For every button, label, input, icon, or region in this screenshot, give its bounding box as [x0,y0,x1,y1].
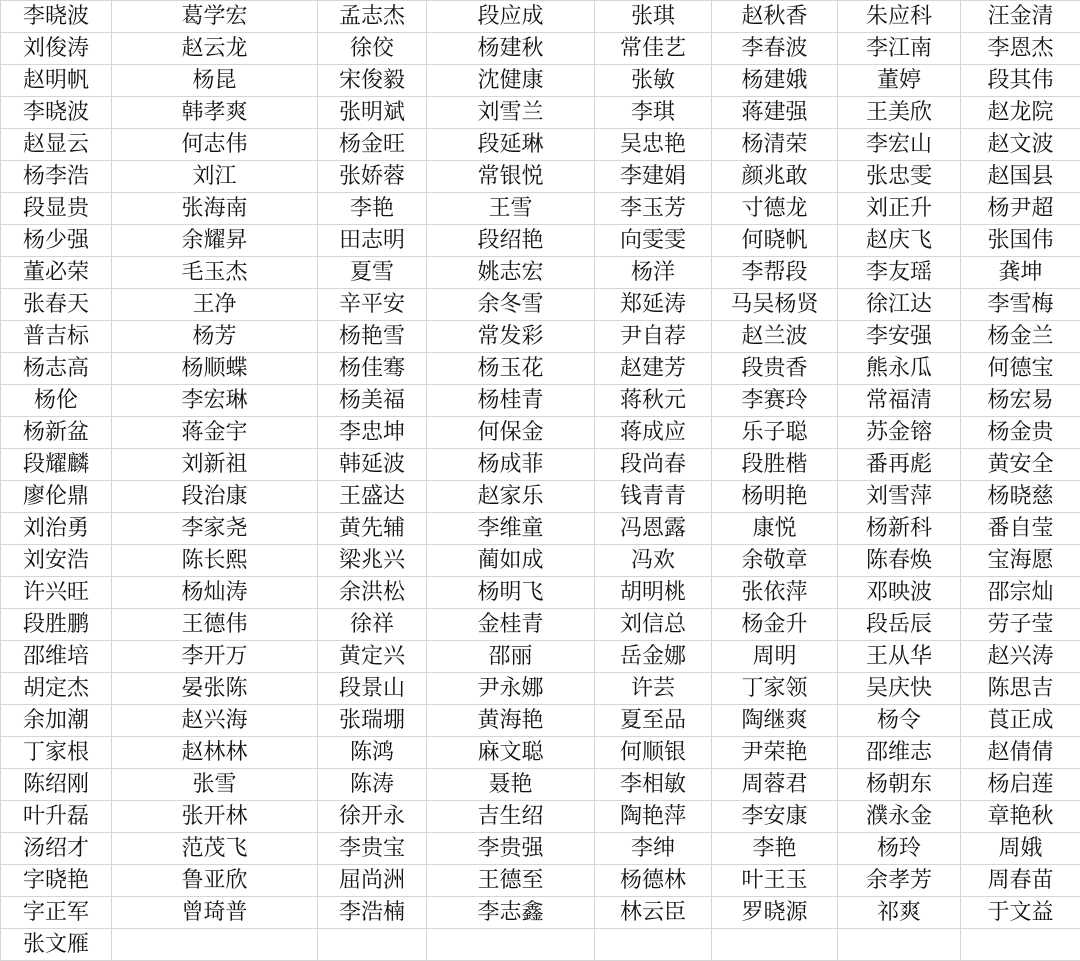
table-row [1,161,1080,193]
name-cell: 胡明桃 [595,577,712,609]
name-cell: 李贵宝 [318,833,427,865]
name-cell: 李宏琳 [112,385,318,417]
name-cell: 刘正升 [838,193,961,225]
name-cell: 鲁亚欣 [112,865,318,897]
name-cell: 朱应科 [838,1,961,33]
name-cell: 韩孝爽 [112,97,318,129]
name-cell: 叶王玉 [712,865,838,897]
name-cell: 张海南 [112,193,318,225]
name-cell: 汪金清 [961,1,1080,33]
name-cell: 杨宏易 [961,385,1080,417]
name-cell: 赵文波 [961,129,1080,161]
name-cell: 向雯雯 [595,225,712,257]
name-cell: 周春苗 [961,865,1080,897]
table-row [1,417,1080,449]
table-row [1,737,1080,769]
name-cell: 邵维培 [1,641,112,673]
name-cell: 张琪 [595,1,712,33]
name-cell: 尹自荐 [595,321,712,353]
name-cell: 黄先辅 [318,513,427,545]
table-row [1,513,1080,545]
name-cell: 杨美福 [318,385,427,417]
table-row [1,33,1080,65]
table-row [1,65,1080,97]
name-cell: 徐祥 [318,609,427,641]
table-row [1,769,1080,801]
name-cell: 李维童 [427,513,595,545]
name-cell: 杨金旺 [318,129,427,161]
name-cell: 王净 [112,289,318,321]
name-cell: 王德至 [427,865,595,897]
name-cell: 李赛玲 [712,385,838,417]
name-cell: 熊永瓜 [838,353,961,385]
name-cell: 余敬章 [712,545,838,577]
name-cell: 余洪松 [318,577,427,609]
name-cell: 杨志高 [1,353,112,385]
name-cell: 苏金镕 [838,417,961,449]
name-cell: 李安强 [838,321,961,353]
name-cell [427,929,595,961]
name-cell: 杨伦 [1,385,112,417]
name-cell: 夏至品 [595,705,712,737]
name-cell: 许兴旺 [1,577,112,609]
name-cell: 李玉芳 [595,193,712,225]
name-cell: 普吉标 [1,321,112,353]
name-cell: 段胜鹏 [1,609,112,641]
name-cell: 杨李浩 [1,161,112,193]
table-row [1,673,1080,705]
name-cell: 张忠雯 [838,161,961,193]
name-cell: 陈绍刚 [1,769,112,801]
name-cell: 王从华 [838,641,961,673]
name-cell: 于文益 [961,897,1080,929]
table-row [1,129,1080,161]
name-cell: 杨昆 [112,65,318,97]
name-cell: 陶继爽 [712,705,838,737]
name-cell: 杨新盆 [1,417,112,449]
name-cell: 夏雪 [318,257,427,289]
name-cell: 金桂青 [427,609,595,641]
table-row [1,481,1080,513]
name-cell: 杨金贵 [961,417,1080,449]
name-cell: 宋俊毅 [318,65,427,97]
name-cell: 李绅 [595,833,712,865]
name-cell: 杨金兰 [961,321,1080,353]
name-cell: 刘安浩 [1,545,112,577]
name-cell: 张瑞堋 [318,705,427,737]
name-cell: 蔺如成 [427,545,595,577]
name-cell: 张春天 [1,289,112,321]
name-cell: 吴庆快 [838,673,961,705]
name-cell: 周娥 [961,833,1080,865]
name-cell [961,929,1080,961]
name-cell: 麻文聪 [427,737,595,769]
name-cell: 赵家乐 [427,481,595,513]
name-cell: 李江南 [838,33,961,65]
name-cell: 聂艳 [427,769,595,801]
name-cell: 岳金娜 [595,641,712,673]
name-cell: 祁爽 [838,897,961,929]
name-cell: 番再彪 [838,449,961,481]
name-cell: 赵倩倩 [961,737,1080,769]
name-cell: 徐开永 [318,801,427,833]
name-cell: 蒋成应 [595,417,712,449]
name-cell: 杨清荣 [712,129,838,161]
name-cell: 李艳 [318,193,427,225]
table-row [1,865,1080,897]
name-cell: 王德伟 [112,609,318,641]
table-row [1,1,1080,33]
name-cell: 叶升磊 [1,801,112,833]
name-cell: 黄海艳 [427,705,595,737]
name-cell: 龚坤 [961,257,1080,289]
name-cell: 李宏山 [838,129,961,161]
name-cell: 李家尧 [112,513,318,545]
name-cell: 李开万 [112,641,318,673]
name-cell: 沈健康 [427,65,595,97]
name-cell [595,929,712,961]
name-cell: 何保金 [427,417,595,449]
name-cell: 章艳秋 [961,801,1080,833]
name-cell: 周明 [712,641,838,673]
table-row [1,449,1080,481]
name-cell: 段其伟 [961,65,1080,97]
name-cell: 段治康 [112,481,318,513]
name-cell: 寸德龙 [712,193,838,225]
name-cell: 黄安全 [961,449,1080,481]
name-cell: 钱青青 [595,481,712,513]
name-cell: 段延琳 [427,129,595,161]
name-cell: 刘新祖 [112,449,318,481]
name-cell: 濮永金 [838,801,961,833]
name-cell: 孟志杰 [318,1,427,33]
name-cell: 赵林林 [112,737,318,769]
name-cell: 字晓艳 [1,865,112,897]
name-cell: 杨明飞 [427,577,595,609]
name-cell: 王美欣 [838,97,961,129]
name-cell: 赵秋香 [712,1,838,33]
name-cell: 范茂飞 [112,833,318,865]
table-row [1,801,1080,833]
name-cell: 常银悦 [427,161,595,193]
name-cell: 段贵香 [712,353,838,385]
name-cell: 段耀麟 [1,449,112,481]
name-cell: 徐佼 [318,33,427,65]
table-row [1,641,1080,673]
table-row [1,225,1080,257]
name-cell: 蒋金宇 [112,417,318,449]
name-cell: 姚志宏 [427,257,595,289]
name-cell: 何德宝 [961,353,1080,385]
table-row [1,193,1080,225]
name-cell: 段绍艳 [427,225,595,257]
name-cell: 杨顺蝶 [112,353,318,385]
name-cell: 杨建秋 [427,33,595,65]
name-cell: 张娇蓉 [318,161,427,193]
name-cell: 杨朝东 [838,769,961,801]
name-cell: 赵云龙 [112,33,318,65]
name-cell: 李浩楠 [318,897,427,929]
name-cell: 杨玉花 [427,353,595,385]
name-cell [712,929,838,961]
name-cell: 常佳艺 [595,33,712,65]
table-row [1,833,1080,865]
name-cell: 何志伟 [112,129,318,161]
name-cell: 常发彩 [427,321,595,353]
table-row [1,257,1080,289]
table-row [1,321,1080,353]
name-cell: 张开林 [112,801,318,833]
table-row [1,897,1080,929]
name-cell: 颜兆敢 [712,161,838,193]
name-cell: 劳子莹 [961,609,1080,641]
table-row [1,353,1080,385]
name-cell: 杨建娥 [712,65,838,97]
name-cell: 葛学宏 [112,1,318,33]
name-cell: 赵建芳 [595,353,712,385]
name-cell: 尹荣艳 [712,737,838,769]
name-cell: 李雪梅 [961,289,1080,321]
name-cell: 韩延波 [318,449,427,481]
name-cell: 丁家根 [1,737,112,769]
name-cell: 马吴杨贤 [712,289,838,321]
name-cell: 汤绍才 [1,833,112,865]
name-cell: 冯欢 [595,545,712,577]
table-row [1,929,1080,961]
name-cell: 李帮段 [712,257,838,289]
name-cell: 刘江 [112,161,318,193]
name-cell: 赵龙院 [961,97,1080,129]
name-cell: 杨成菲 [427,449,595,481]
name-cell: 段岳辰 [838,609,961,641]
name-cell: 陈春焕 [838,545,961,577]
name-cell: 廖伦鼎 [1,481,112,513]
name-cell: 段景山 [318,673,427,705]
name-cell: 邵丽 [427,641,595,673]
name-cell: 周蓉君 [712,769,838,801]
name-cell: 李晓波 [1,97,112,129]
name-cell: 杨灿涛 [112,577,318,609]
name-cell: 赵兴海 [112,705,318,737]
name-cell: 何晓帆 [712,225,838,257]
name-cell: 林云臣 [595,897,712,929]
name-cell: 杨尹超 [961,193,1080,225]
name-cell: 许芸 [595,673,712,705]
name-cell: 赵庆飞 [838,225,961,257]
name-cell: 杨芳 [112,321,318,353]
table-row [1,545,1080,577]
name-cell: 吉生绍 [427,801,595,833]
name-cell: 李相敏 [595,769,712,801]
name-cell: 王盛达 [318,481,427,513]
name-cell: 杨艳雪 [318,321,427,353]
name-cell: 康悦 [712,513,838,545]
name-cell: 胡定杰 [1,673,112,705]
table-row [1,705,1080,737]
name-cell: 李春波 [712,33,838,65]
name-cell: 刘俊涛 [1,33,112,65]
name-cell: 刘治勇 [1,513,112,545]
name-cell: 邵宗灿 [961,577,1080,609]
name-cell: 徐江达 [838,289,961,321]
table-body [1,1,1080,961]
name-cell: 赵显云 [1,129,112,161]
name-cell: 毛玉杰 [112,257,318,289]
name-cell: 杨佳骞 [318,353,427,385]
name-cell: 赵兴涛 [961,641,1080,673]
name-cell: 张文雁 [1,929,112,961]
name-cell: 刘雪萍 [838,481,961,513]
name-cell: 杨金升 [712,609,838,641]
name-cell: 李琪 [595,97,712,129]
name-cell: 李友瑶 [838,257,961,289]
name-cell: 何顺银 [595,737,712,769]
name-cell [838,929,961,961]
name-cell: 辛平安 [318,289,427,321]
name-cell: 杨晓慈 [961,481,1080,513]
name-cell: 张雪 [112,769,318,801]
name-cell: 杨新科 [838,513,961,545]
name-cell: 蒋建强 [712,97,838,129]
name-cell: 田志明 [318,225,427,257]
name-cell: 李忠坤 [318,417,427,449]
name-cell: 梁兆兴 [318,545,427,577]
name-cell [318,929,427,961]
name-cell: 刘雪兰 [427,97,595,129]
name-cell: 陈思吉 [961,673,1080,705]
name-cell: 张敏 [595,65,712,97]
name-cell: 余加潮 [1,705,112,737]
name-cell: 李安康 [712,801,838,833]
name-cell: 丁家领 [712,673,838,705]
name-cell: 宝海愿 [961,545,1080,577]
name-cell: 余耀昇 [112,225,318,257]
name-cell: 李建娟 [595,161,712,193]
name-cell: 莨正成 [961,705,1080,737]
name-cell: 屈尚洲 [318,865,427,897]
name-cell: 王雪 [427,193,595,225]
name-cell: 余冬雪 [427,289,595,321]
name-cell: 段胜楷 [712,449,838,481]
name-cell: 李恩杰 [961,33,1080,65]
name-cell [112,929,318,961]
name-cell: 吴忠艳 [595,129,712,161]
name-cell: 张国伟 [961,225,1080,257]
name-cell: 杨洋 [595,257,712,289]
name-cell: 杨玲 [838,833,961,865]
name-cell: 陈长熙 [112,545,318,577]
name-cell: 赵明帆 [1,65,112,97]
name-cell: 杨少强 [1,225,112,257]
name-cell: 乐子聪 [712,417,838,449]
name-cell: 陶艳萍 [595,801,712,833]
name-cell: 赵兰波 [712,321,838,353]
name-cell: 段显贵 [1,193,112,225]
name-cell: 郑延涛 [595,289,712,321]
name-cell: 张依萍 [712,577,838,609]
name-cell: 张明斌 [318,97,427,129]
name-cell: 陈涛 [318,769,427,801]
name-cell: 晏张陈 [112,673,318,705]
name-cell: 曾琦普 [112,897,318,929]
name-cell: 罗晓源 [712,897,838,929]
name-cell: 刘信总 [595,609,712,641]
table-row [1,97,1080,129]
name-cell: 杨桂青 [427,385,595,417]
name-cell: 尹永娜 [427,673,595,705]
table-row [1,289,1080,321]
name-cell: 李志鑫 [427,897,595,929]
name-cell: 黄定兴 [318,641,427,673]
name-cell: 段应成 [427,1,595,33]
name-cell: 董婷 [838,65,961,97]
name-cell: 董必荣 [1,257,112,289]
name-cell: 常福清 [838,385,961,417]
name-cell: 李艳 [712,833,838,865]
name-cell: 杨令 [838,705,961,737]
name-cell: 赵国县 [961,161,1080,193]
name-cell: 蒋秋元 [595,385,712,417]
table-row [1,609,1080,641]
name-cell: 杨明艳 [712,481,838,513]
name-cell: 杨启莲 [961,769,1080,801]
name-cell: 李晓波 [1,1,112,33]
table-row [1,577,1080,609]
name-cell: 段尚春 [595,449,712,481]
name-cell: 陈鸿 [318,737,427,769]
name-cell: 冯恩露 [595,513,712,545]
name-cell: 番自莹 [961,513,1080,545]
name-cell: 邓映波 [838,577,961,609]
name-cell: 杨德林 [595,865,712,897]
name-cell: 字正军 [1,897,112,929]
name-cell: 李贵强 [427,833,595,865]
name-cell: 邵维志 [838,737,961,769]
table-row [1,385,1080,417]
name-cell: 余孝芳 [838,865,961,897]
